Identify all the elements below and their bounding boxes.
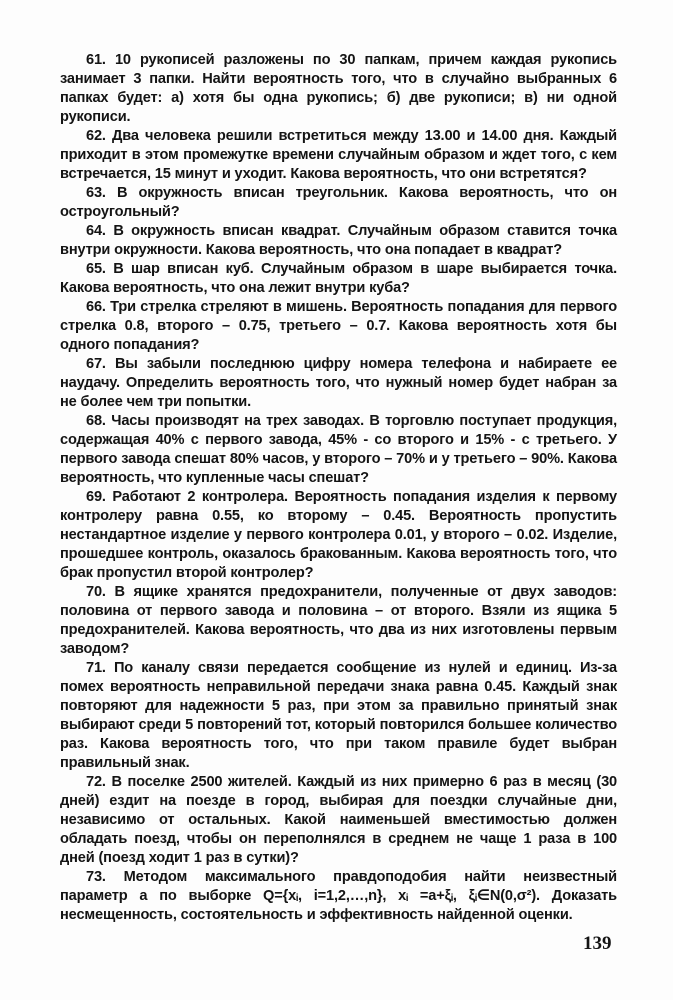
problem-67 xyxy=(60,355,617,412)
problem-number: 68. xyxy=(86,413,106,429)
problem-text: Три стрелка стреляют в мишень. Вероятность попадания для первого стрелка 0.8, второго – 0.75, третьего – 0.7. Какова вероятность хотя бы одного попадания? xyxy=(60,299,618,353)
problem-61 xyxy=(60,51,617,127)
problem-number: 70. xyxy=(86,584,106,600)
problem-62 xyxy=(60,127,617,184)
problem-68 xyxy=(60,412,617,488)
problem-65 xyxy=(60,260,617,298)
problem-text: Методом максимального правдоподобия найти неизвестный параметр a по выборке Q={xᵢ, i=1,2,…,n}, xᵢ =a+ξᵢ, ξᵢ∈N(0,σ²). Доказать несмещенность, состоятельность и эффективность найденной оценки. xyxy=(60,869,617,923)
problem-number: 63. xyxy=(86,185,106,201)
problem-number: 73. xyxy=(86,869,106,885)
problem-64 xyxy=(60,222,617,260)
problem-text: Два человека решили встретиться между 13.00 и 14.00 дня. Каждый приходит в этом промежутке времени случайным образом и ждет того, с кем встречается, 15 минут и уходит. Какова вероятность, что они встретятся? xyxy=(60,128,617,182)
problem-63 xyxy=(60,184,617,222)
problem-number: 61. xyxy=(86,52,106,68)
problem-number: 71. xyxy=(86,660,106,676)
problem-number: 67. xyxy=(86,356,106,372)
problem-70 xyxy=(60,583,617,659)
problem-number: 69. xyxy=(86,489,106,505)
problem-71 xyxy=(60,659,617,773)
problem-66 xyxy=(60,298,617,355)
problem-text: Вы забыли последнюю цифру номера телефона и набираете ее наудачу. Определить вероятность того, что нужный номер будет набран за не более чем три попытки. xyxy=(60,356,617,410)
page-number: 139 xyxy=(583,933,612,954)
problem-text: В окружность вписан треугольник. Какова вероятность, что он остроугольный? xyxy=(60,185,617,220)
problem-text: В шар вписан куб. Случайным образом в шаре выбирается точка. Какова вероятность, что она лежит внутри куба? xyxy=(60,261,618,296)
problem-text: В окружность вписан квадрат. Случайным образом ставится точка внутри окружности. Какова вероятность, что она попадает в квадрат? xyxy=(60,223,617,258)
problem-text: Работают 2 контролера. Вероятность попадания изделия к первому контролеру равна 0.55, ко второму – 0.45. Вероятность пропустить нестандартное изделие у первого контролера 0.01, у второго – 0.02. Изделие, прошедшее контроль, оказалось бракованным. Какова вероятность того, что брак пропустил второй контролер? xyxy=(60,489,618,581)
problem-text: 10 рукописей разложены по 30 папкам, причем каждая рукопись занимает 3 папки. Найти вероятность того, что в случайно выбранных 6 папках будет: а) хотя бы одна рукопись; б) две рукописи; в) ни одной рукописи. xyxy=(60,52,617,125)
problem-number: 65. xyxy=(86,261,106,277)
problem-number: 64. xyxy=(86,223,106,239)
problem-73 xyxy=(60,868,617,925)
problem-69 xyxy=(60,488,617,583)
problem-list xyxy=(60,51,617,925)
problem-text: В ящике хранятся предохранители, полученные от двух заводов: половина от первого завода и половина – от второго. Взяли из ящика 5 предохранителей. Какова вероятность, что два из них изготовлены первым заводом? xyxy=(60,584,617,657)
problem-text: По каналу связи передается сообщение из нулей и единиц. Из-за помех вероятность неправильной передачи знака равна 0.45. Каждый знак повторяют для надежности 5 раз, при этом за правильно принятый знак выбирают среди 5 повторений тот, который повторился большее количество раз. Какова вероятность того, что при таком правиле будет выбран правильный знак. xyxy=(60,660,617,771)
problem-72 xyxy=(60,773,617,868)
problem-number: 72. xyxy=(86,774,106,790)
problem-text: В поселке 2500 жителей. Каждый из них примерно 6 раз в месяц (30 дней) ездит на поезде в город, выбирая для поездки случайные дни, независимо от остальных. Какой наименьшей вместимостью должен обладать поезд, чтобы он переполнялся в среднем не чаще 1 раза в 100 дней (поезд ходит 1 раз в сутки)? xyxy=(60,774,617,866)
problem-text: Часы производят на трех заводах. В торговлю поступает продукция, содержащая 40% с первого завода, 45% - со второго и 15% - с третьего. У первого завода спешат 80% часов, у второго – 70% и у третьего – 90%. Какова вероятность, что купленные часы спешат? xyxy=(60,413,618,486)
problem-number: 62. xyxy=(86,128,106,144)
problem-number: 66. xyxy=(86,299,106,315)
